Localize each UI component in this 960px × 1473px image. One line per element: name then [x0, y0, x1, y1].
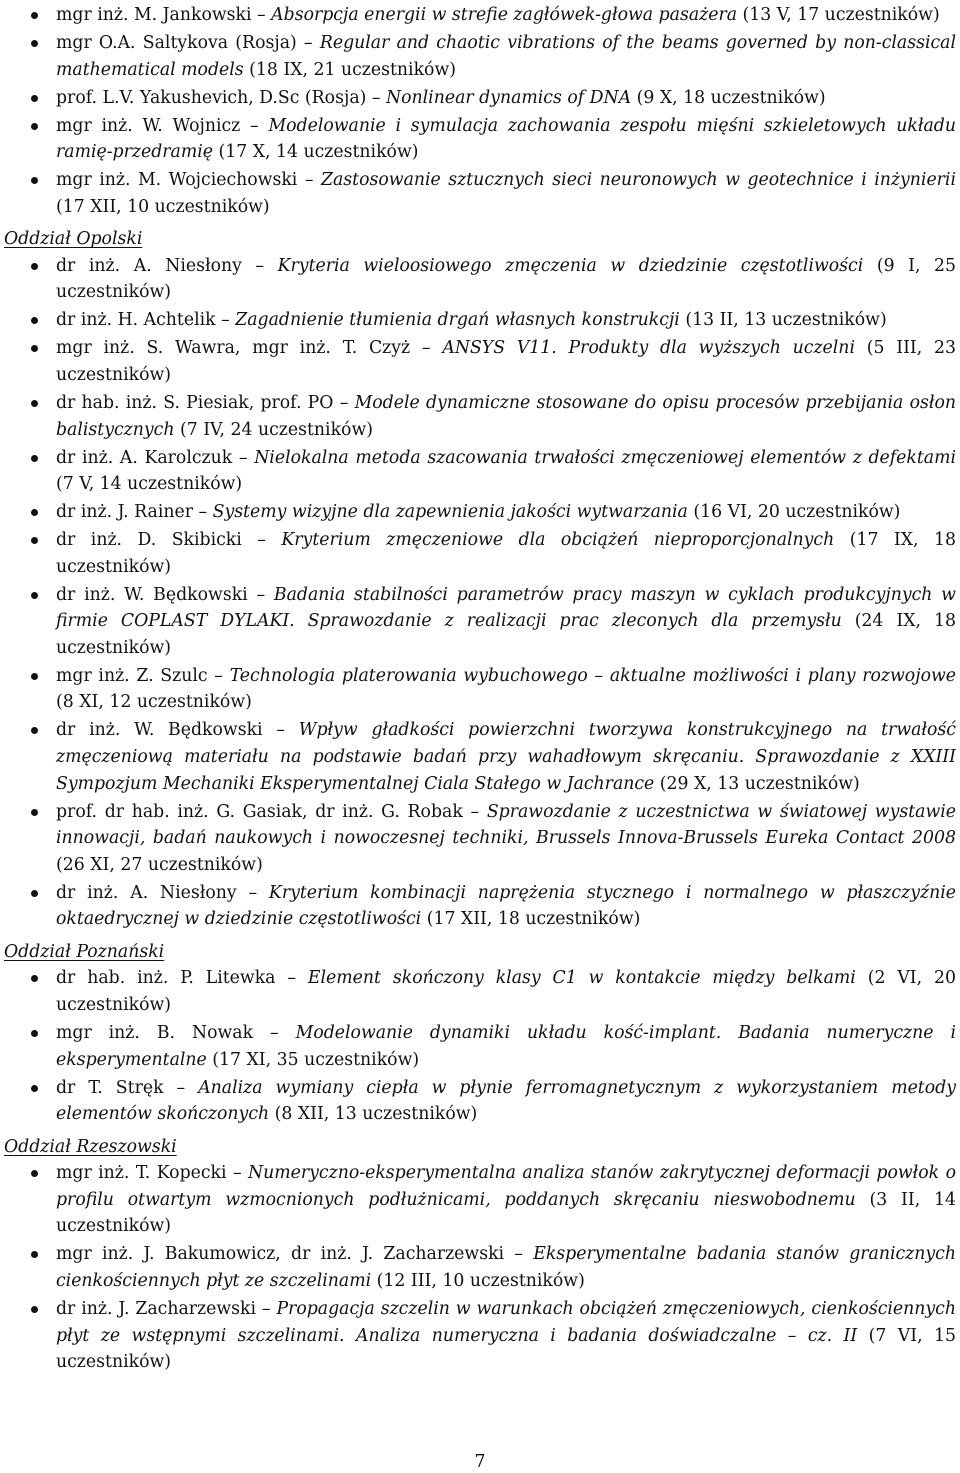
entry-title: Systemy wizyjne dla zapewnienia jakości wytwarzania [212, 502, 688, 523]
list-item [0, 2, 960, 29]
section [0, 939, 960, 1128]
list-item [0, 1160, 960, 1240]
entry-separator: – [232, 447, 255, 468]
section [0, 2, 960, 220]
entry-details: (29 X, 13 uczestników) [659, 773, 860, 794]
entry-author: mgr inż. M. Wojciechowski [56, 170, 298, 191]
entry-title: Nielokalna metoda szacowania trwałości zmęczeniowej elementów z defektami [254, 447, 956, 468]
entry-details: (13 II, 13 uczestników) [685, 310, 887, 331]
entry-details: (13 V, 17 uczestników) [742, 5, 940, 25]
list-item [0, 113, 960, 166]
entry-details: (9 X, 18 uczestników) [636, 87, 826, 108]
list-item [0, 335, 960, 388]
entry-separator: – [333, 392, 355, 413]
entry-title: Eksperymentalne badania stanów granicznych cienkościennych płyt ze szczelinami [56, 1244, 956, 1292]
entry-title: Modelowanie dynamiki układu kość-implant. Badania numeryczne i eksperymentalne [56, 1023, 956, 1070]
entry-title: Absorpcja energii w strefie zagłówek-głowa pasażera [271, 5, 738, 25]
entry-details: (3 II, 14 uczestników) [56, 1189, 956, 1237]
entry-title: Nonlinear dynamics of DNA [386, 87, 632, 108]
entry-separator: – [256, 1299, 277, 1320]
entry-title: Propagacja szczelin w warunkach obciążeń zmęczeniowych, cienkościennych płyt ze wstępnymi szczelinami. Analiza numeryczna i badania doświadczalne – cz. II [56, 1299, 956, 1346]
entry-title: Kryterium kombinacji naprężenia stycznego i normalnego w płaszczyźnie oktaedrycznej w dziedzinie częstotliwości [56, 882, 956, 930]
entry-separator: – [410, 338, 443, 359]
section-heading: Oddział Rzeszowski [4, 1136, 177, 1157]
list-item [0, 85, 960, 112]
entry-separator: – [241, 255, 278, 276]
entry-title: Zagadnienie tłumienia drgań własnych konstrukcji [235, 310, 680, 331]
entry-separator: – [296, 32, 320, 53]
list-item [0, 445, 960, 498]
entry-title: Wpływ gładkości powierzchni tworzywa konstrukcyjnego na trwałość zmęczeniową materiału na podstawie badań przy wahadłowym skręcaniu. Sprawozdanie z XXIII Sympozjum Mechaniki Eksperymentalnej Ciala Stałego w Jachrance [56, 720, 956, 794]
entry-separator: – [366, 87, 386, 108]
entry-author: dr inż. A. Niesłony [56, 255, 242, 276]
entry-author: mgr inż. J. Bakumowicz, dr inż. J. Zacharzewski [56, 1244, 505, 1265]
list-item [0, 965, 960, 1018]
entry-author: mgr O.A. Saltykova (Rosja) [56, 32, 297, 53]
list-item [0, 1020, 960, 1073]
entry-details: (12 III, 10 uczestników) [376, 1271, 585, 1292]
entry-separator: – [275, 968, 308, 989]
entry-author: dr inż. A. Niesłony [56, 882, 237, 903]
list-item [0, 307, 960, 334]
entry-author: dr inż. A. Karolczuk [56, 447, 233, 468]
entry-list [0, 2, 960, 220]
entry-title: Numeryczno-eksperymentalna analiza stanów zakrytycznej deformacji powłok o profilu otwartym wzmocnionych podłużnicami, poddanych skręcaniu nieswobodnemu [56, 1163, 956, 1210]
entry-details: (24 IX, 18 uczestników) [56, 611, 956, 658]
entry-title: Element skończony klasy C1 w kontakcie między belkami [307, 968, 856, 989]
section-heading: Oddział Poznański [4, 941, 165, 962]
entry-title: Badania stabilności parametrów pracy maszyn w cyklach produkcyjnych w firmie COPLAST DYLAKI. Sprawozdanie z realizacji prac zleconych dla przemysłu [56, 584, 956, 632]
entry-author: dr inż. W. Będkowski [56, 720, 263, 741]
entry-separator: – [163, 1077, 199, 1098]
entry-list [0, 965, 960, 1127]
entry-title: Zastosowanie sztucznych sieci neuronowych w geotechnice i inżynierii [320, 170, 956, 191]
entry-details: (18 IX, 21 uczestników) [249, 59, 456, 80]
list-item [0, 1241, 960, 1294]
entry-separator: – [241, 530, 282, 551]
entry-author: mgr inż. M. Jankowski [56, 5, 252, 25]
entry-details: (7 IV, 24 uczestników) [179, 419, 373, 440]
entry-title: Kryteria wieloosiowego zmęczenia w dziedzinie częstotliwości [277, 255, 864, 276]
entry-title: ANSYS V11. Produkty dla wyższych uczelni [442, 338, 855, 359]
entry-separator: – [247, 584, 274, 605]
entry-separator: – [297, 170, 321, 191]
entry-author: dr inż. J. Zacharzewski [56, 1299, 257, 1320]
entry-separator: – [462, 801, 487, 822]
entry-author: mgr inż. B. Nowak [56, 1023, 254, 1044]
entry-author: prof. dr hab. inż. G. Gasiak, dr inż. G. Robak [56, 801, 463, 822]
entry-separator: – [193, 502, 213, 523]
list-item [0, 499, 960, 526]
entry-author: dr inż. J. Rainer [56, 502, 193, 523]
list-item [0, 1296, 960, 1376]
entry-list [0, 1160, 960, 1376]
entry-details: (2 VI, 20 uczestników) [56, 968, 957, 1016]
entry-details: (17 XI, 35 uczestników) [212, 1049, 420, 1070]
page-number: 7 [474, 1452, 486, 1472]
entry-separator: – [226, 1163, 249, 1184]
list-item [0, 582, 960, 662]
list-item [0, 30, 960, 83]
entry-title: Modelowanie i symulacja zachowania zespołu mięśni szkieletowych układu ramię-przedramię [56, 115, 956, 163]
entry-details: (17 XII, 10 uczestników) [56, 196, 270, 217]
entry-title: Analiza wymiany ciepła w płynie ferromagnetycznym z wykorzystaniem metody elementów skończonych [56, 1077, 956, 1125]
entry-details: (16 VI, 20 uczestników) [693, 502, 901, 523]
entry-title: Modele dynamiczne stosowane do opisu procesów przebijania osłon balistycznych [56, 392, 956, 440]
entry-title: Sprawozdanie z uczestnictwa w światowej wystawie innowacji, badań naukowych i nowoczesnej techniki, Brussels Innova-Brussels Eureka Contact 2008 [56, 801, 956, 849]
entry-author: dr hab. inż. S. Piesiak, prof. PO [56, 392, 334, 413]
list-item [0, 390, 960, 443]
entry-author: dr inż. W. Będkowski [56, 584, 248, 605]
section-heading: Oddział Opolski [4, 229, 143, 250]
list-item [0, 167, 960, 220]
entry-separator: – [236, 882, 269, 903]
entry-details: (8 XI, 12 uczestników) [56, 692, 252, 713]
section [0, 1134, 960, 1376]
section [0, 226, 960, 933]
entry-author: mgr inż. S. Wawra, mgr inż. T. Czyż [56, 338, 411, 359]
entry-details: (26 XI, 27 uczestników) [56, 854, 263, 875]
list-item [0, 717, 960, 797]
entry-separator: – [215, 310, 236, 331]
entry-author: mgr inż. W. Wojnicz [56, 115, 241, 136]
entry-author: prof. L.V. Yakushevich, D.Sc (Rosja) [56, 87, 367, 108]
entry-title: Technologia platerowania wybuchowego – aktualne możliwości i plany rozwojowe [229, 665, 956, 686]
list-item [0, 527, 960, 580]
entry-author: dr inż. D. Skibicki [56, 530, 242, 551]
entry-author: dr T. Stręk [56, 1077, 164, 1098]
list-item [0, 880, 960, 933]
entry-details: (17 X, 14 uczestników) [218, 142, 419, 163]
entry-details: (17 XII, 18 uczestników) [426, 909, 641, 930]
entry-author: mgr inż. T. Kopecki [56, 1163, 227, 1184]
entry-title: Kryterium zmęczeniowe dla obciążeń nieproporcjonalnych [281, 530, 835, 551]
list-item [0, 663, 960, 716]
entry-separator: – [207, 665, 230, 686]
entry-author: dr hab. inż. P. Litewka [56, 968, 276, 989]
entry-separator: – [240, 115, 269, 136]
entry-separator: – [262, 720, 299, 741]
list-item [0, 253, 960, 306]
entry-separator: – [253, 1023, 296, 1044]
entry-details: (8 XII, 13 uczestników) [274, 1104, 478, 1125]
list-item [0, 1075, 960, 1128]
entry-details: (17 IX, 18 uczestników) [56, 530, 956, 577]
entry-details: (9 I, 25 uczestników) [56, 255, 956, 303]
entry-details: (5 III, 23 uczestników) [56, 338, 956, 385]
entry-title: Regular and chaotic vibrations of the beams governed by non-classical mathematical models [56, 32, 956, 80]
entry-separator: – [504, 1244, 534, 1265]
sections-container [0, 2, 960, 1376]
entry-details: (7 VI, 15 uczestników) [56, 1325, 956, 1373]
entry-separator: – [251, 5, 272, 25]
entry-author: mgr inż. Z. Szulc [56, 665, 208, 686]
entry-author: dr inż. H. Achtelik [56, 310, 216, 331]
list-item [0, 799, 960, 879]
entry-details: (7 V, 14 uczestników) [56, 474, 243, 495]
entry-list [0, 253, 960, 933]
